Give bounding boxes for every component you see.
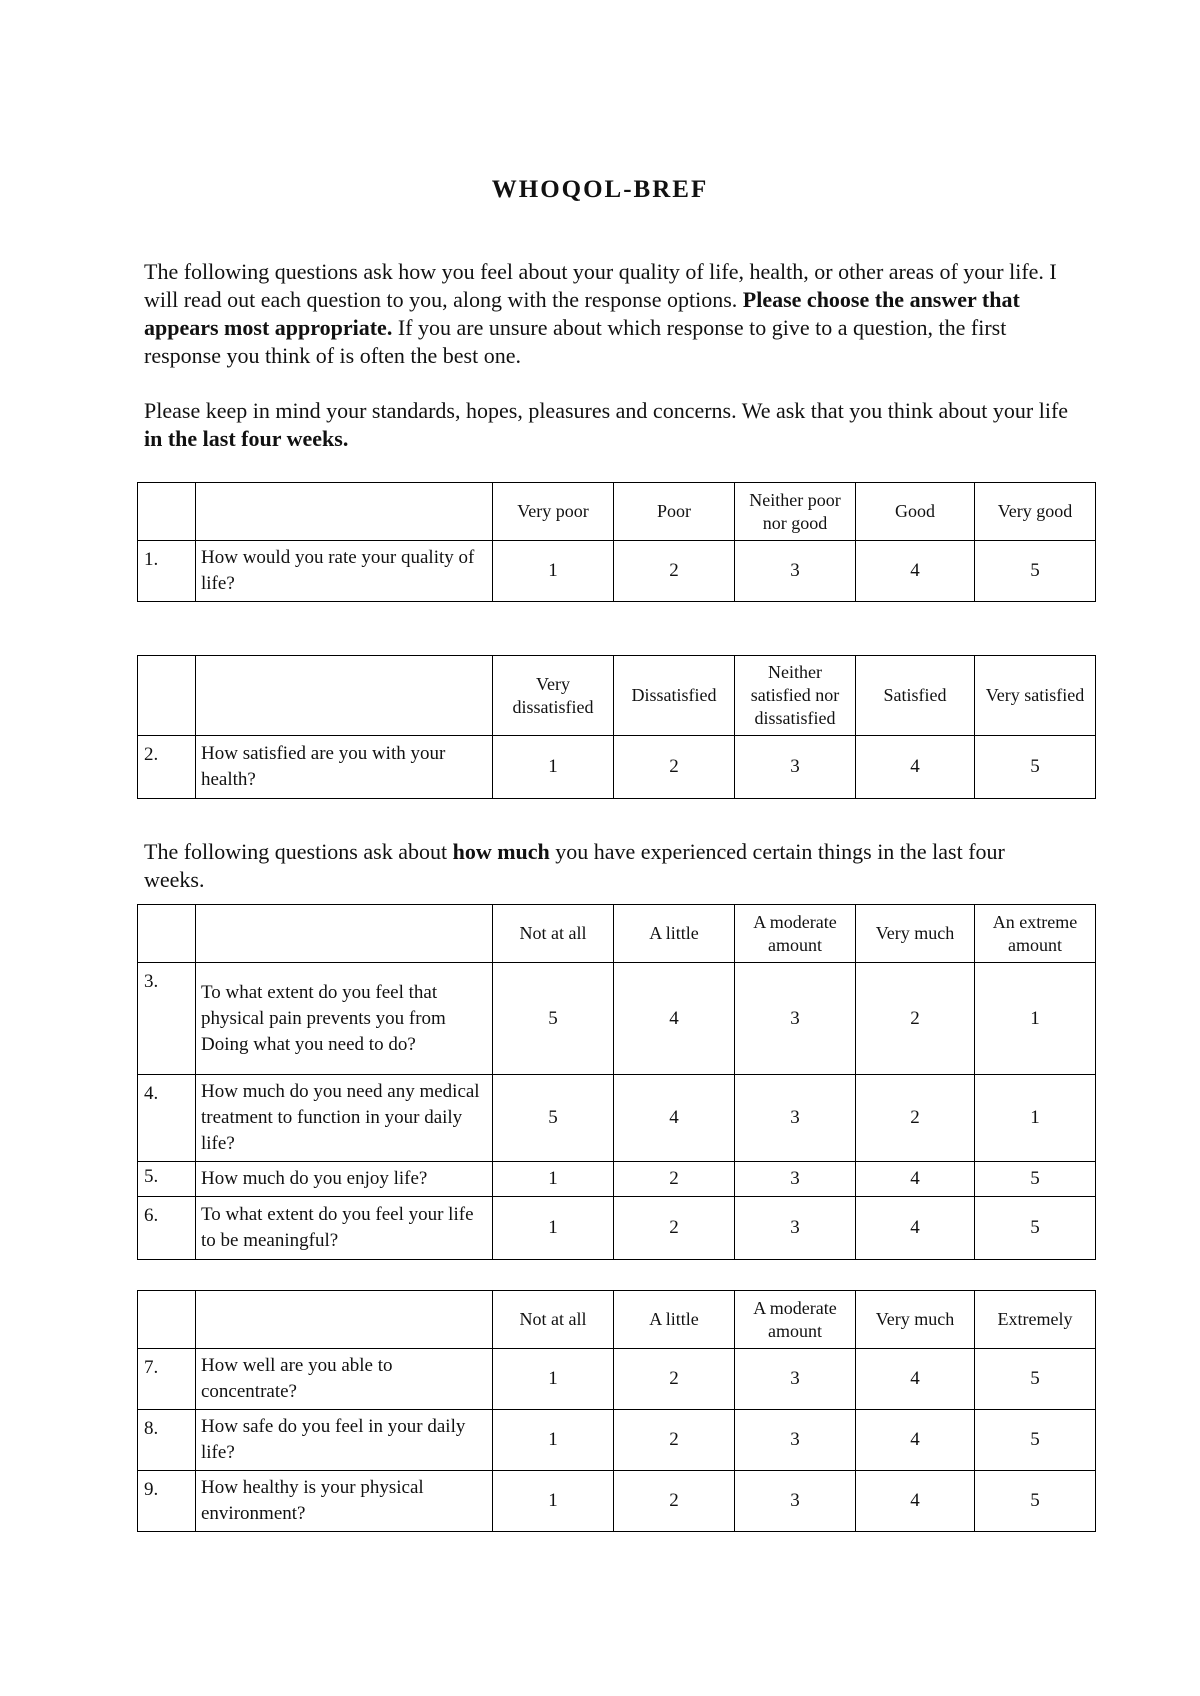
response-value[interactable]: 5 bbox=[975, 1410, 1096, 1471]
section-intro-paragraph bbox=[144, 838, 1069, 894]
option-header: An extreme amount bbox=[975, 905, 1096, 963]
response-value[interactable]: 5 bbox=[975, 541, 1096, 602]
option-header: Not at all bbox=[493, 1291, 614, 1349]
response-value[interactable]: 5 bbox=[493, 1075, 614, 1162]
response-value[interactable]: 4 bbox=[856, 736, 975, 799]
option-header: A little bbox=[614, 905, 735, 963]
question-text: How much do you need any medical treatment to function in your daily life? bbox=[196, 1075, 493, 1162]
option-header: Poor bbox=[614, 483, 735, 541]
response-value[interactable]: 4 bbox=[856, 1471, 975, 1532]
option-header: A moderate amount bbox=[735, 1291, 856, 1349]
question-number: 4. bbox=[138, 1075, 196, 1162]
question-text: How well are you able to concentrate? bbox=[196, 1349, 493, 1410]
question-text-line: Doing what you need to do? bbox=[201, 1033, 416, 1055]
option-header: Very poor bbox=[493, 483, 614, 541]
question-text bbox=[196, 963, 493, 1075]
question-table-4 bbox=[137, 1290, 1096, 1532]
response-value[interactable]: 1 bbox=[975, 963, 1096, 1075]
table-row bbox=[138, 541, 1096, 602]
response-value[interactable]: 1 bbox=[493, 1162, 614, 1197]
response-value[interactable]: 2 bbox=[614, 1197, 735, 1260]
response-value[interactable]: 3 bbox=[735, 1349, 856, 1410]
response-value[interactable]: 2 bbox=[614, 736, 735, 799]
option-header: A moderate amount bbox=[735, 905, 856, 963]
response-value[interactable]: 4 bbox=[856, 1410, 975, 1471]
response-value[interactable]: 1 bbox=[493, 1410, 614, 1471]
question-text: How satisfied are you with your health? bbox=[196, 736, 493, 799]
section-text: The following questions ask about bbox=[144, 839, 453, 864]
intro-emphasis: Please choose the answer that appears most appropriate. bbox=[144, 287, 1020, 340]
response-value[interactable]: 3 bbox=[735, 1410, 856, 1471]
option-header: Very much bbox=[856, 905, 975, 963]
response-value[interactable]: 3 bbox=[735, 1471, 856, 1532]
intro-emphasis: in the last four weeks. bbox=[144, 426, 349, 451]
intro-text: The following questions ask how you feel about your quality of life, health, or other areas of your life. I will read out each question to you, along with the response options. bbox=[144, 259, 1057, 312]
response-value[interactable]: 5 bbox=[975, 1349, 1096, 1410]
question-text: How much do you enjoy life? bbox=[196, 1162, 493, 1197]
option-header: Very much bbox=[856, 1291, 975, 1349]
intro-text: Please keep in mind your standards, hopes, pleasures and concerns. We ask that you think about your life bbox=[144, 398, 1069, 423]
question-text: How safe do you feel in your daily life? bbox=[196, 1410, 493, 1471]
option-header: Neither satisfied nor dissatisfied bbox=[735, 656, 856, 736]
table-row bbox=[138, 1349, 1096, 1410]
question-number: 1. bbox=[138, 541, 196, 602]
question-number: 9. bbox=[138, 1471, 196, 1532]
response-value[interactable]: 1 bbox=[493, 541, 614, 602]
option-header: Dissatisfied bbox=[614, 656, 735, 736]
section-text: you have experienced certain things in the last four weeks. bbox=[144, 839, 1005, 892]
response-value[interactable]: 2 bbox=[614, 1471, 735, 1532]
response-value[interactable]: 1 bbox=[975, 1075, 1096, 1162]
table-row bbox=[138, 736, 1096, 799]
response-value[interactable]: 3 bbox=[735, 963, 856, 1075]
option-header: Extremely bbox=[975, 1291, 1096, 1349]
question-text: How would you rate your quality of life? bbox=[196, 541, 493, 602]
intro-text: If you are unsure about which response to give to a question, the first response you think of is often the best one. bbox=[144, 315, 1007, 368]
empty-cell bbox=[196, 656, 493, 736]
question-number: 7. bbox=[138, 1349, 196, 1410]
option-header: Neither poor nor good bbox=[735, 483, 856, 541]
question-number: 2. bbox=[138, 736, 196, 799]
table-header-row bbox=[138, 1291, 1096, 1349]
response-value[interactable]: 2 bbox=[614, 1349, 735, 1410]
question-text: How healthy is your physical environment? bbox=[196, 1471, 493, 1532]
response-value[interactable]: 1 bbox=[493, 1349, 614, 1410]
response-value[interactable]: 4 bbox=[856, 1162, 975, 1197]
empty-cell bbox=[196, 483, 493, 541]
question-number: 3. bbox=[138, 963, 196, 1075]
empty-cell bbox=[196, 905, 493, 963]
response-value[interactable]: 3 bbox=[735, 1162, 856, 1197]
response-value[interactable]: 4 bbox=[614, 1075, 735, 1162]
question-table-3 bbox=[137, 904, 1096, 1260]
table-row bbox=[138, 1162, 1096, 1197]
response-value[interactable]: 3 bbox=[735, 541, 856, 602]
empty-cell bbox=[138, 483, 196, 541]
option-header: Very satisfied bbox=[975, 656, 1096, 736]
option-header: Very good bbox=[975, 483, 1096, 541]
question-text-line: To what extent do you feel that physical pain prevents you from bbox=[201, 981, 446, 1029]
empty-cell bbox=[196, 1291, 493, 1349]
intro-paragraph-2 bbox=[144, 397, 1069, 453]
response-value[interactable]: 2 bbox=[856, 963, 975, 1075]
table-row bbox=[138, 1197, 1096, 1260]
response-value[interactable]: 1 bbox=[493, 736, 614, 799]
response-value[interactable]: 1 bbox=[493, 1197, 614, 1260]
option-header: Good bbox=[856, 483, 975, 541]
response-value[interactable]: 2 bbox=[614, 541, 735, 602]
response-value[interactable]: 4 bbox=[856, 541, 975, 602]
response-value[interactable]: 5 bbox=[975, 1471, 1096, 1532]
response-value[interactable]: 2 bbox=[614, 1410, 735, 1471]
section-emphasis: how much bbox=[452, 839, 550, 864]
question-table-1 bbox=[137, 482, 1096, 602]
response-value[interactable]: 3 bbox=[735, 1075, 856, 1162]
table-header-row bbox=[138, 483, 1096, 541]
empty-cell bbox=[138, 1291, 196, 1349]
question-number: 5. bbox=[138, 1162, 196, 1197]
empty-cell bbox=[138, 905, 196, 963]
response-value[interactable]: 4 bbox=[856, 1197, 975, 1260]
table-header-row bbox=[138, 656, 1096, 736]
question-table-2 bbox=[137, 655, 1096, 799]
response-value[interactable]: 2 bbox=[614, 1162, 735, 1197]
response-value[interactable]: 3 bbox=[735, 736, 856, 799]
response-value[interactable]: 5 bbox=[493, 963, 614, 1075]
response-value[interactable]: 4 bbox=[614, 963, 735, 1075]
response-value[interactable]: 4 bbox=[856, 1349, 975, 1410]
table-row bbox=[138, 1075, 1096, 1162]
response-value[interactable]: 2 bbox=[856, 1075, 975, 1162]
table-row bbox=[138, 963, 1096, 1075]
response-value[interactable]: 5 bbox=[975, 1197, 1096, 1260]
response-value[interactable]: 5 bbox=[975, 1162, 1096, 1197]
question-number: 6. bbox=[138, 1197, 196, 1260]
option-header: A little bbox=[614, 1291, 735, 1349]
document-title: WHOQOL-BREF bbox=[491, 176, 709, 203]
response-value[interactable]: 5 bbox=[975, 736, 1096, 799]
response-value[interactable]: 1 bbox=[493, 1471, 614, 1532]
option-header: Not at all bbox=[493, 905, 614, 963]
response-value[interactable]: 3 bbox=[735, 1197, 856, 1260]
table-header-row bbox=[138, 905, 1096, 963]
question-text: To what extent do you feel your life to be meaningful? bbox=[196, 1197, 493, 1260]
table-row bbox=[138, 1410, 1096, 1471]
question-number: 8. bbox=[138, 1410, 196, 1471]
table-row bbox=[138, 1471, 1096, 1532]
empty-cell bbox=[138, 656, 196, 736]
option-header: Very dissatisfied bbox=[493, 656, 614, 736]
option-header: Satisfied bbox=[856, 656, 975, 736]
intro-paragraph-1 bbox=[144, 258, 1069, 370]
